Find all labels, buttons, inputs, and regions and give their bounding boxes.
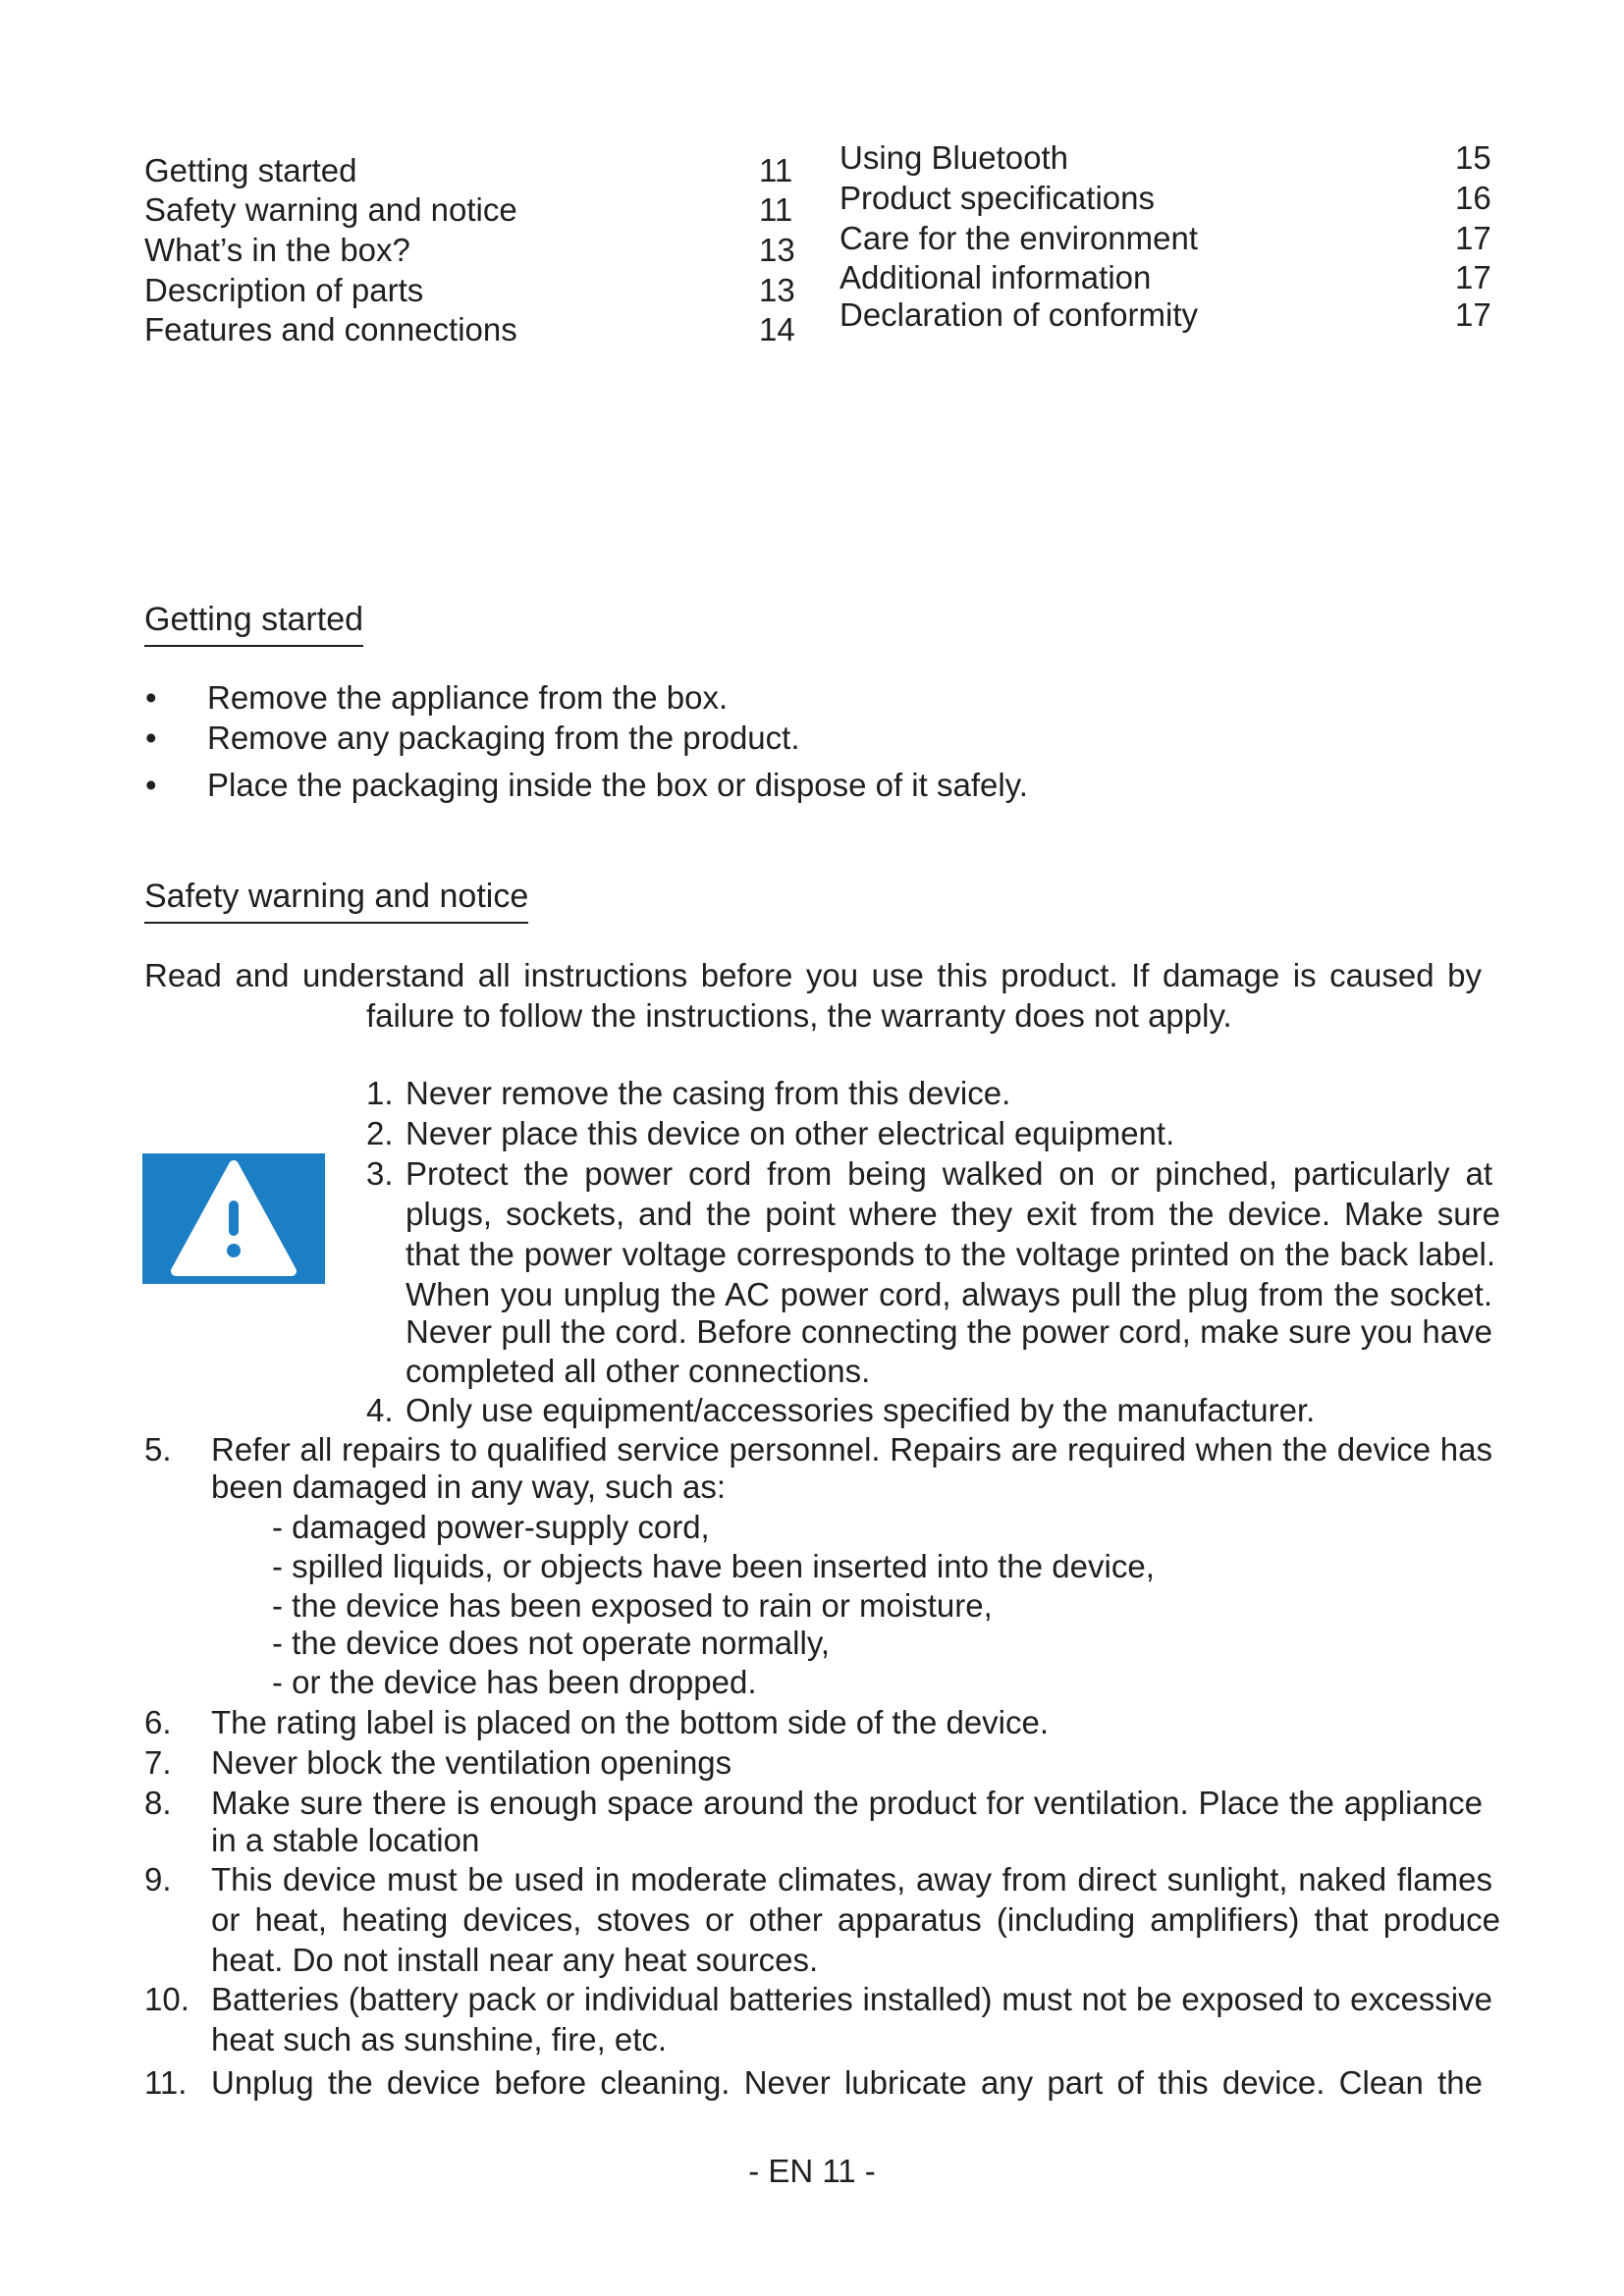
list-item-line: in a stable location <box>211 1822 480 1858</box>
toc-entry-title[interactable]: Description of parts <box>144 272 424 308</box>
sub-list-item: - damaged power-supply cord, <box>272 1509 710 1545</box>
list-item-line: heat. Do not install near any heat sources. <box>211 1942 819 1978</box>
list-number: 9. <box>144 1861 172 1897</box>
list-number: 6. <box>144 1704 172 1740</box>
toc-entry-title[interactable]: Safety warning and notice <box>144 191 517 228</box>
toc-entry-page[interactable]: 15 <box>1455 139 1491 176</box>
list-item: Never block the ventilation openings <box>211 1744 732 1781</box>
list-number: 8. <box>144 1785 172 1821</box>
toc-entry-page[interactable]: 13 <box>759 272 795 308</box>
toc-entry-page[interactable]: 17 <box>1455 259 1491 295</box>
list-item: Remove the appliance from the box. <box>207 679 729 716</box>
toc-entry-page[interactable]: 17 <box>1455 220 1491 256</box>
list-item: Place the packaging inside the box or dispose of it safely. <box>207 767 1028 803</box>
list-item-line: that the power voltage corresponds to the voltage printed on the back label. <box>406 1236 1495 1272</box>
list-item-line: or heat, heating devices, stoves or other apparatus (including amplifiers) that produce <box>211 1901 1500 1938</box>
safety-intro-line: failure to follow the instructions, the warranty does not apply. <box>366 997 1232 1034</box>
toc-entry-title[interactable]: Care for the environment <box>839 220 1199 256</box>
bullet-icon: • <box>145 679 157 716</box>
list-item-line: This device must be used in moderate climates, away from direct sunlight, naked flames <box>211 1861 1492 1897</box>
toc-entry-title[interactable]: Using Bluetooth <box>839 139 1068 176</box>
toc-entry-page[interactable]: 13 <box>759 232 795 268</box>
toc-entry-page[interactable]: 14 <box>759 311 795 347</box>
list-item-line: Never pull the cord. Before connecting the power cord, make sure you have <box>406 1313 1492 1350</box>
list-number: 2. <box>366 1115 394 1151</box>
list-item-line: Batteries (battery pack or individual batteries installed) must not be exposed to excessive <box>211 1981 1492 2017</box>
toc-entry-page[interactable]: 17 <box>1455 296 1491 333</box>
toc-entry-page[interactable]: 11 <box>759 152 793 188</box>
sub-list-item: - the device does not operate normally, <box>272 1625 831 1661</box>
list-number: 5. <box>144 1431 172 1468</box>
list-item-line: plugs, sockets, and the point where they exit from the device. Make sure <box>406 1196 1500 1232</box>
list-number: 4. <box>366 1392 394 1428</box>
sub-list-item: - or the device has been dropped. <box>272 1664 757 1700</box>
section-heading-getting-started: Getting started <box>144 601 363 647</box>
warning-triangle-icon <box>142 1153 325 1284</box>
list-item-line: Unplug the device before cleaning. Never lubricate any part of this device. Clean the <box>211 2064 1483 2101</box>
list-item: Never remove the casing from this device. <box>406 1075 1011 1111</box>
list-item-line: Make sure there is enough space around the product for ventilation. Place the appliance <box>211 1785 1483 1821</box>
toc-entry-page[interactable]: 11 <box>759 191 793 228</box>
list-item-line: completed all other connections. <box>406 1353 871 1389</box>
toc-entry-title[interactable]: Features and connections <box>144 311 517 347</box>
list-number: 7. <box>144 1744 172 1781</box>
list-item: Remove any packaging from the product. <box>207 720 800 756</box>
bullet-icon: • <box>145 767 157 803</box>
list-number: 1. <box>366 1075 394 1111</box>
toc-entry-title[interactable]: Getting started <box>144 152 357 188</box>
list-number: 3. <box>366 1155 394 1192</box>
list-number: 10. <box>144 1981 189 2017</box>
list-item: Only use equipment/accessories specified by the manufacturer. <box>406 1392 1316 1428</box>
sub-list-item: - spilled liquids, or objects have been inserted into the device, <box>272 1548 1155 1584</box>
toc-entry-title[interactable]: Additional information <box>839 259 1152 295</box>
list-item-line: heat such as sunshine, fire, etc. <box>211 2021 668 2057</box>
toc-entry-title[interactable]: What’s in the box? <box>144 232 410 268</box>
section-heading-safety: Safety warning and notice <box>144 878 528 924</box>
safety-intro-line: Read and understand all instructions before you use this product. If damage is caused by <box>144 957 1482 993</box>
toc-entry-title[interactable]: Product specifications <box>839 180 1155 216</box>
list-item-line: been damaged in any way, such as: <box>211 1468 727 1505</box>
warning-triangle-icon <box>142 1153 325 1284</box>
list-item-line: When you unplug the AC power cord, always pull the plug from the socket. <box>406 1276 1492 1312</box>
list-item-line: Protect the power cord from being walked on or pinched, particularly at <box>406 1155 1492 1192</box>
bullet-icon: • <box>145 720 157 756</box>
page-number: - EN 11 - <box>748 2153 876 2189</box>
list-item: The rating label is placed on the bottom side of the device. <box>211 1704 1050 1740</box>
list-item-line: Refer all repairs to qualified service personnel. Repairs are required when the device has <box>211 1431 1492 1468</box>
list-item: Never place this device on other electrical equipment. <box>406 1115 1175 1151</box>
sub-list-item: - the device has been exposed to rain or moisture, <box>272 1587 993 1624</box>
toc-entry-page[interactable]: 16 <box>1455 180 1491 216</box>
list-number: 11. <box>144 2064 188 2101</box>
toc-entry-title[interactable]: Declaration of conformity <box>839 296 1198 333</box>
